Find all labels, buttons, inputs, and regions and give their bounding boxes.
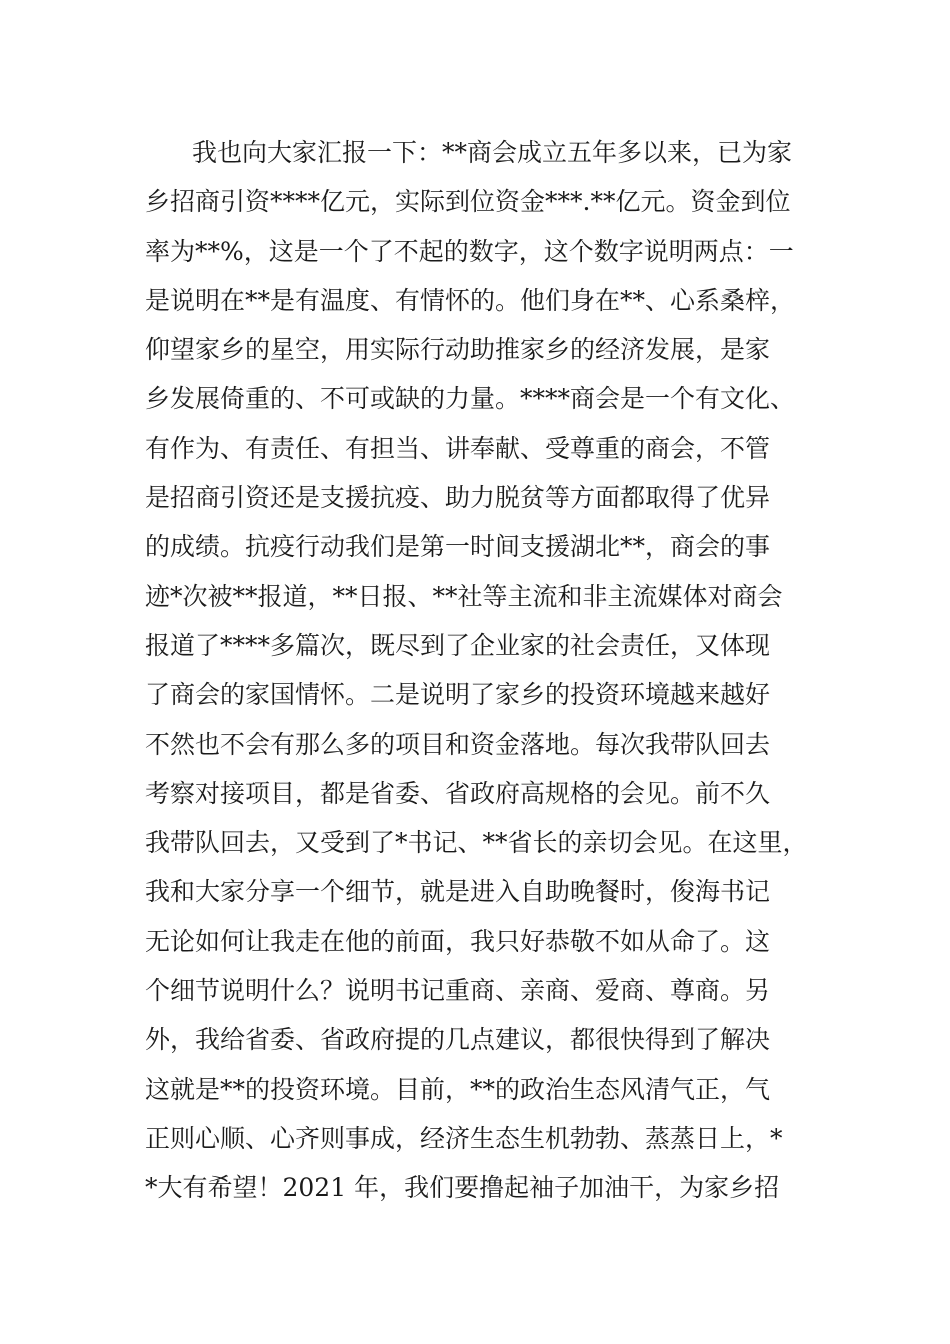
paragraph-line: *大有希望！2021 年，我们要撸起袖子加油干，为家乡招 [145, 1173, 780, 1203]
paragraph-line: 正则心顺、心齐则事成，经济生态生机勃勃、蒸蒸日上，* [145, 1123, 783, 1153]
paragraph-line: 了商会的家国情怀。二是说明了家乡的投资环境越来越好 [145, 680, 771, 710]
paragraph-line: 的成绩。抗疫行动我们是第一时间支援湖北**，商会的事 [145, 532, 771, 562]
paragraph-line: 不然也不会有那么多的项目和资金落地。每次我带队回去 [145, 729, 771, 759]
paragraph-line: 是说明在**是有温度、有情怀的。他们身在**、心系桑梓， [145, 285, 796, 315]
paragraph-line: 我也向大家汇报一下：**商会成立五年多以来，已为家 [192, 138, 793, 167]
paragraph-line: 无论如何让我走在他的前面，我只好恭敬不如从命了。这 [145, 926, 771, 956]
paragraph-line: 率为**%，这是一个了不起的数字，这个数字说明两点：一 [145, 236, 794, 266]
paragraph-line: 仰望家乡的星空，用实际行动助推家乡的经济发展，是家 [145, 335, 771, 365]
paragraph-line: 我和大家分享一个细节，就是进入自助晚餐时，俊海书记 [145, 877, 771, 907]
paragraph-line: 是招商引资还是支援抗疫、助力脱贫等方面都取得了优异 [145, 483, 771, 513]
paragraph-line: 外，我给省委、省政府提的几点建议，都很快得到了解决 [145, 1025, 771, 1055]
paragraph-line: 有作为、有责任、有担当、讲奉献、受尊重的商会，不管 [145, 433, 771, 463]
paragraph-line: 报道了****多篇次，既尽到了企业家的社会责任，又体现 [145, 630, 771, 660]
paragraph-line: 考察对接项目，都是省委、省政府高规格的会见。前不久 [145, 778, 771, 808]
paragraph-line: 个细节说明什么？说明书记重商、亲商、爱商、尊商。另 [145, 976, 771, 1006]
paragraph-line: 乡发展倚重的、不可或缺的力量。****商会是一个有文化、 [145, 384, 796, 414]
paragraph-line: 我带队回去，又受到了*书记、**省长的亲切会见。在这里， [145, 828, 808, 858]
body-paragraph [145, 128, 825, 1213]
paragraph-line: 乡招商引资****亿元，实际到位资金***.**亿元。资金到位 [145, 187, 791, 217]
paragraph-line: 这就是**的投资环境。目前，**的政治生态风清气正，气 [145, 1074, 771, 1104]
paragraph-line: 迹*次被**报道，**日报、**社等主流和非主流媒体对商会 [145, 581, 783, 611]
